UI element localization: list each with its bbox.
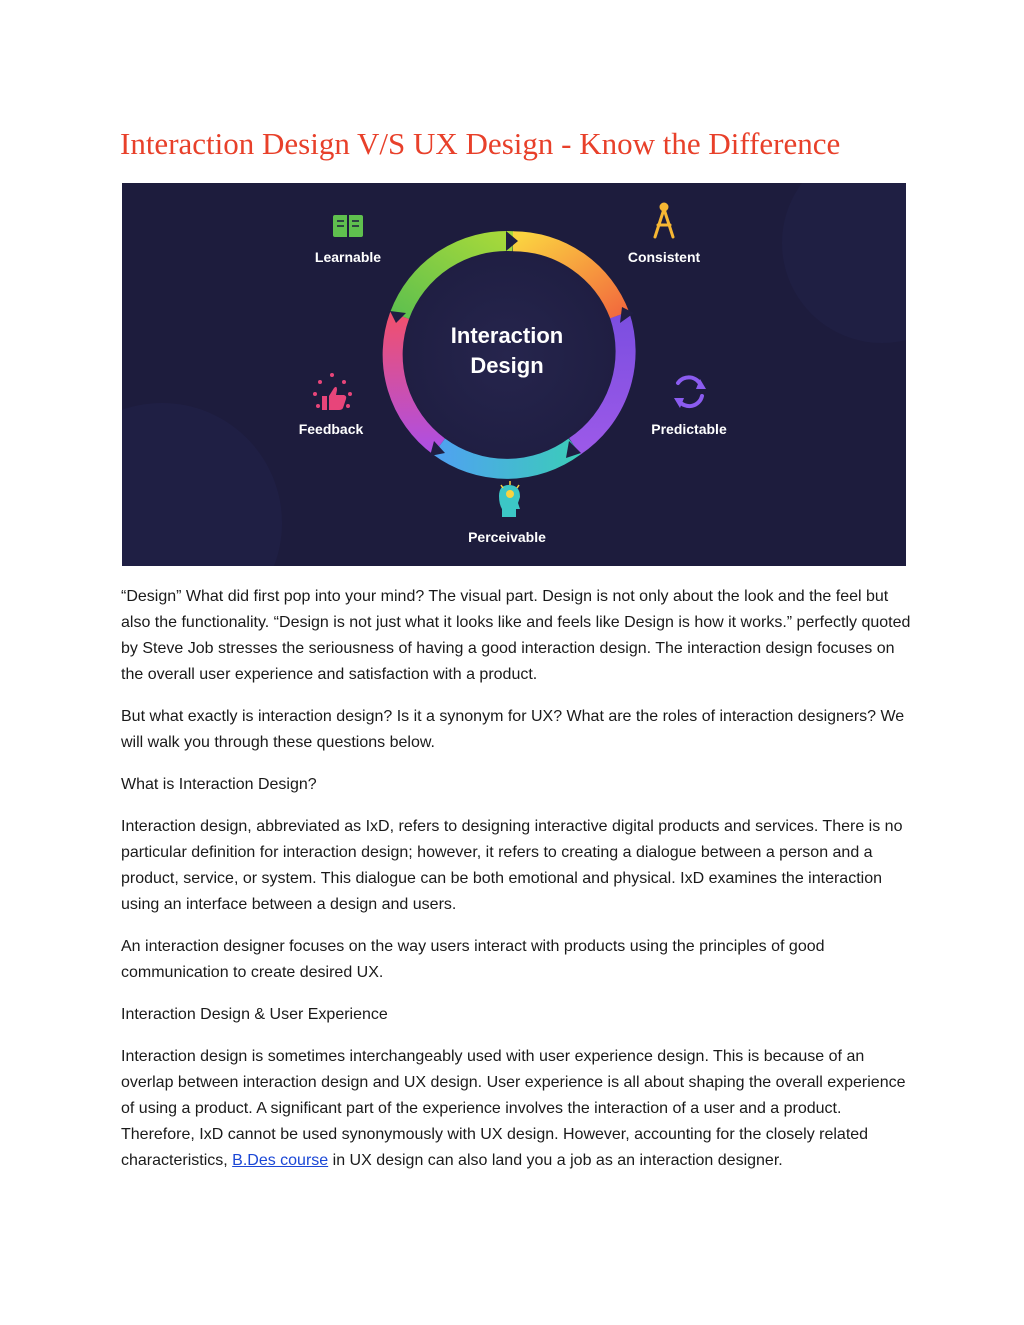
center-label-line2: Design xyxy=(470,353,544,378)
paragraph-interaction-designer: An interaction designer focuses on the way users interact with products using the principles of good communication to create desired UX. xyxy=(121,938,825,981)
heading-ixd-and-ux: Interaction Design & User Experience xyxy=(121,1006,388,1023)
interaction-design-figure xyxy=(122,183,906,566)
label-consistent: Consistent xyxy=(627,249,701,265)
heading-what-is-ixd: What is Interaction Design? xyxy=(121,776,317,793)
label-learnable: Learnable xyxy=(314,249,382,265)
bdes-course-link[interactable]: B.Des course xyxy=(232,1152,329,1169)
article-body xyxy=(121,584,911,1190)
center-label-line1: Interaction xyxy=(450,323,564,348)
label-perceivable: Perceivable xyxy=(468,529,546,545)
paragraph-questions: But what exactly is interaction design? Is it a synonym for UX? What are the roles of interaction designers? We will walk you through these questions below. xyxy=(121,708,905,751)
label-feedback: Feedback xyxy=(298,421,364,437)
page-title: Interaction Design V/S UX Design - Know the Difference xyxy=(120,126,841,161)
book-icon xyxy=(333,215,363,237)
paragraph-ixd-definition: Interaction design, abbreviated as IxD, refers to designing interactive digital products and services. There is no particular definition for interaction design; however, it refers to creating a dialogue between a person and a product, service, or system. This dialogue can be both emotional and physical. IxD examines the interaction using an interface between a design and users. xyxy=(121,818,903,913)
paragraph-intro: “Design” What did first pop into your mind? The visual part. Design is not only about the look and the feel but also the functionality. “Design is not just what it looks like and feels like Design is how it works.” perfectly quoted by Steve Job stresses the seriousness of having a good interaction design. The interaction design focuses on the overall user experience and satisfaction with a product. xyxy=(121,588,911,683)
paragraph-text-after-link: in UX design can also land you a job as an interaction designer. xyxy=(328,1152,783,1169)
paragraph-ixd-vs-ux xyxy=(121,1044,911,1174)
label-predictable: Predictable xyxy=(651,421,727,437)
interaction-design-diagram xyxy=(122,183,906,566)
paragraph-text-before-link: Interaction design is sometimes interchangeably used with user experience design. This is because of an overlap between interaction design and UX design. User experience is all about shaping the overall experience of using a product. A significant part of the experience involves the interaction of a user and a product. Therefore, IxD cannot be used synonymously with UX design. However, accounting for the closely related characteristics, xyxy=(121,1048,906,1169)
